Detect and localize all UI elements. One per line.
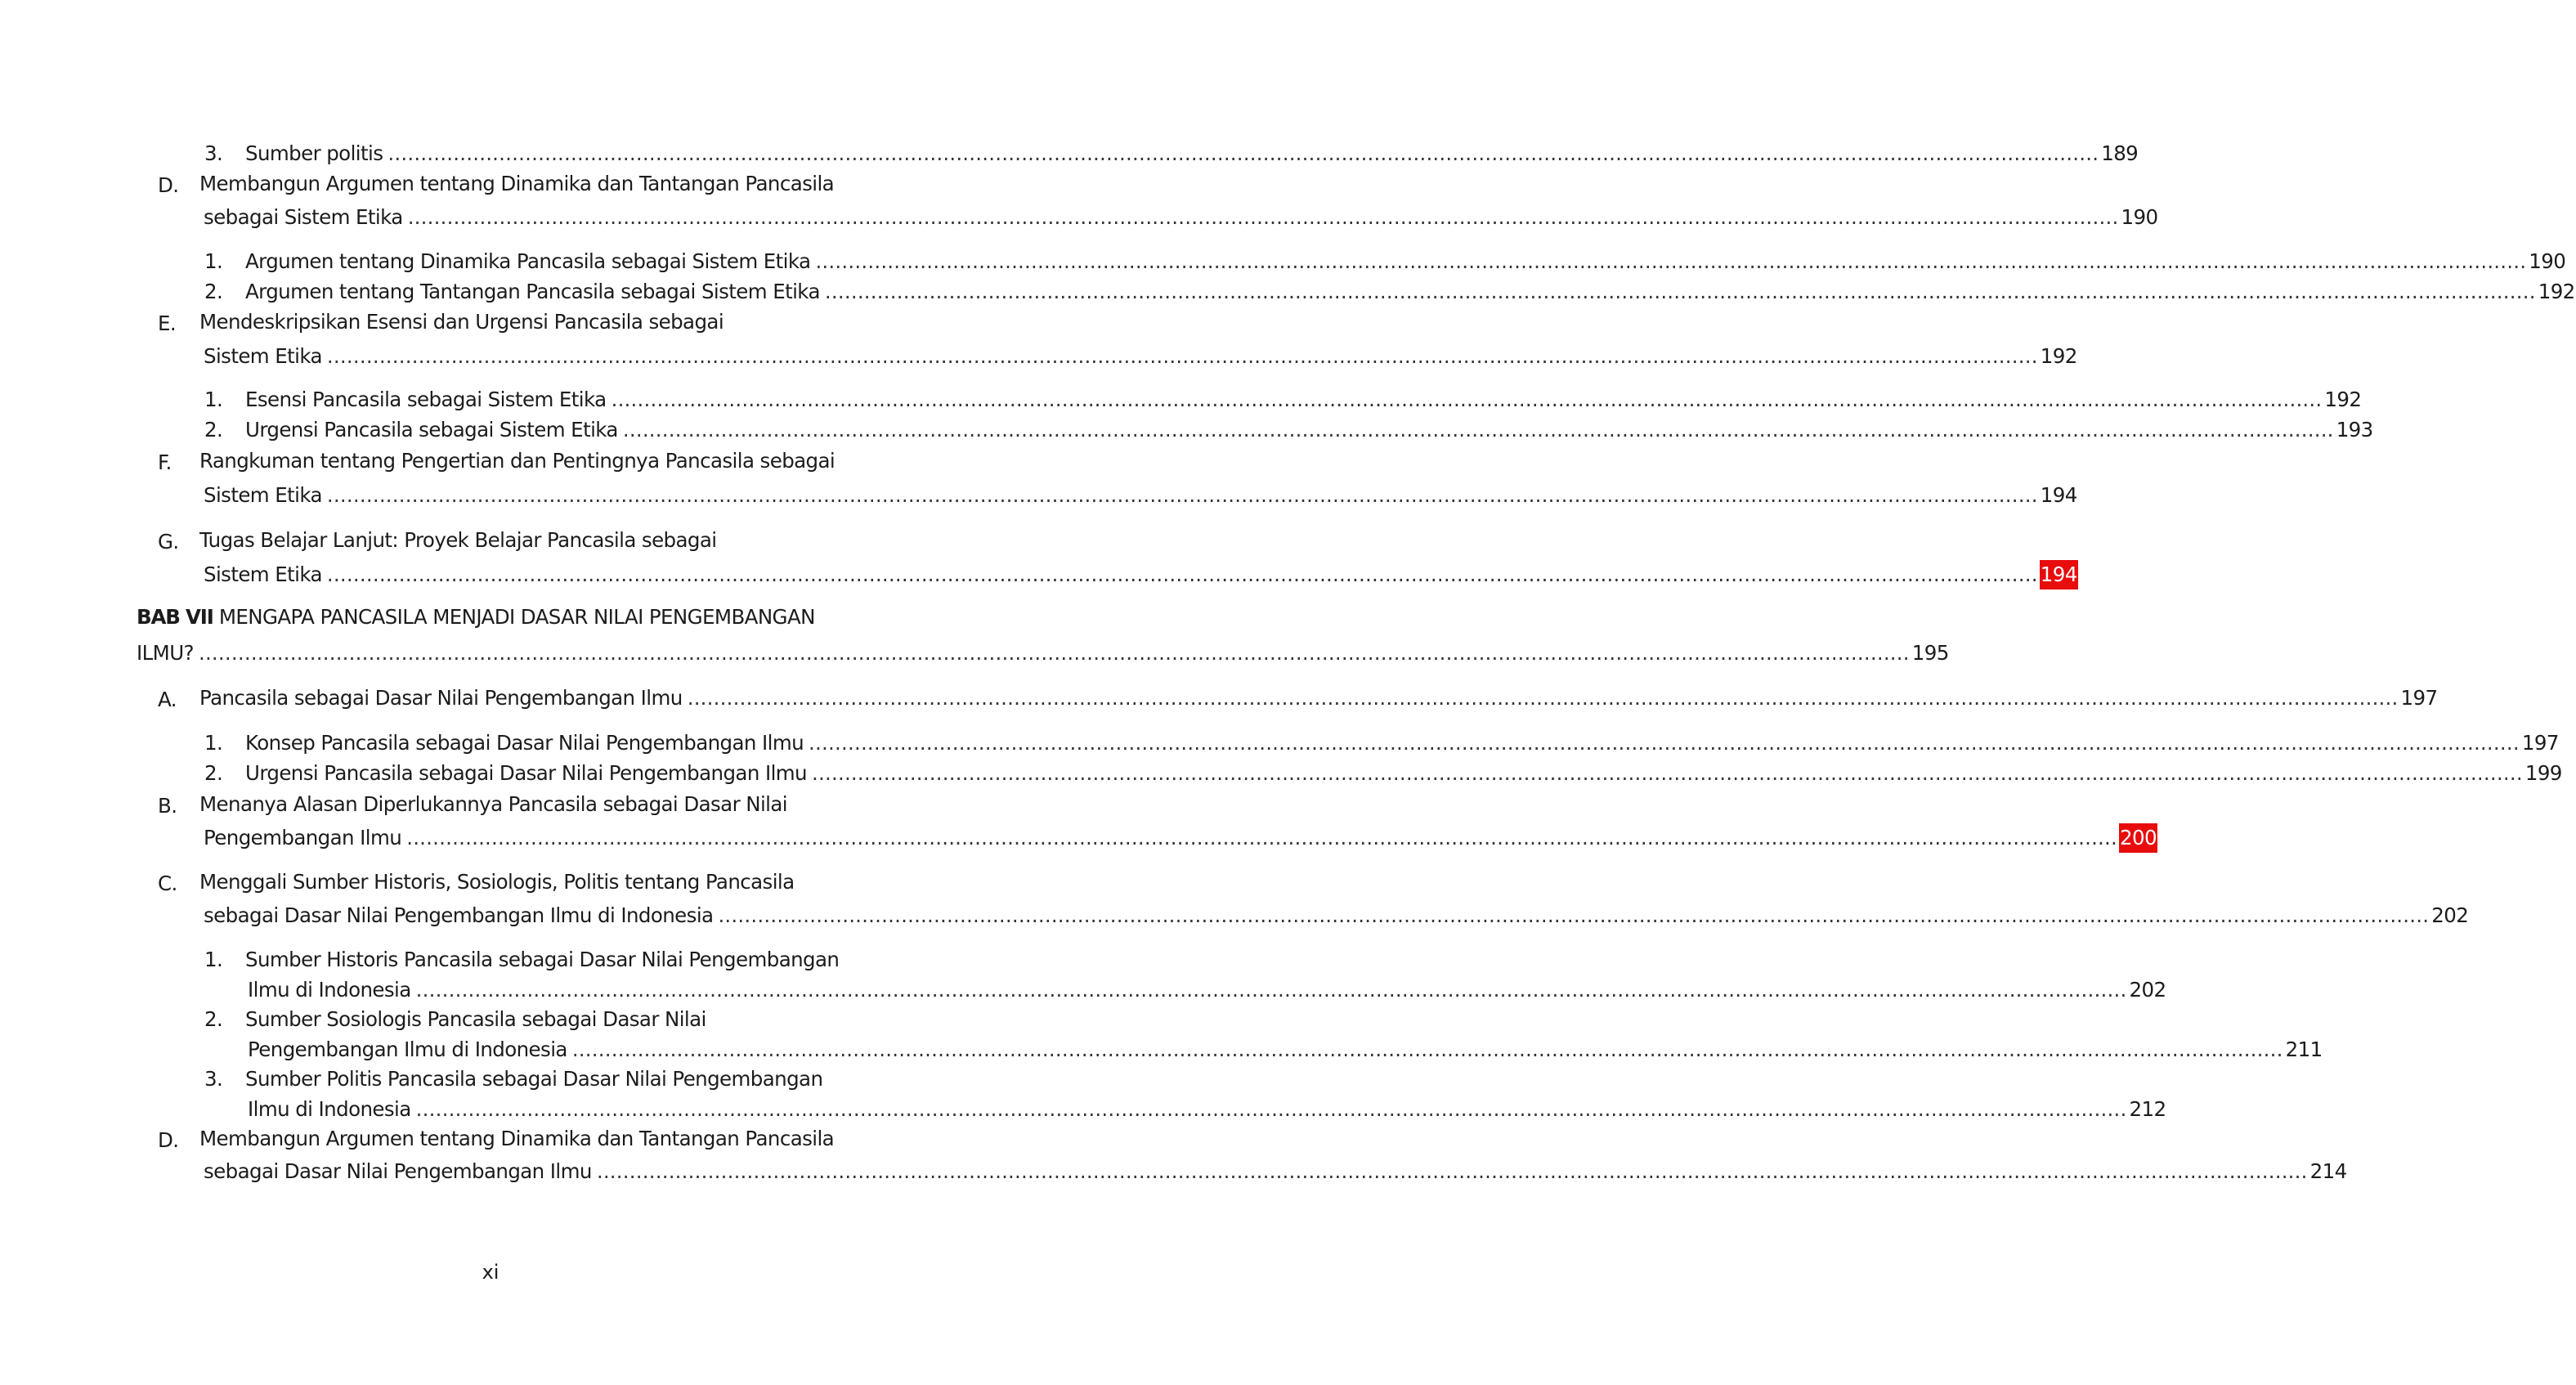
- chapter-label: BAB VII: [137, 605, 213, 629]
- toc-entry-title-line2: Sistem Etika: [204, 344, 322, 368]
- toc-section-letter: C.: [158, 872, 177, 895]
- toc-page-number: 194: [2040, 483, 2077, 507]
- toc-entry[interactable]: [204, 342, 2077, 371]
- chapter-heading-line1: [137, 603, 815, 632]
- toc-entry-title-line1: Sumber Historis Pancasila sebagai Dasar Nilai Pengembangan: [245, 948, 840, 971]
- toc-page-number: 193: [2336, 418, 2373, 441]
- toc-item-number: 2.: [204, 761, 223, 785]
- leader-dots: [623, 415, 2334, 445]
- toc-entry-title-line2: Ilmu di Indonesia: [248, 1097, 411, 1121]
- toc-entry-title-line2: Pengembangan Ilmu: [204, 826, 402, 849]
- toc-entry-title-line1: Menanya Alasan Diperlukannya Pancasila sebagai Dasar Nilai: [199, 792, 788, 816]
- leader-dots: [416, 975, 2127, 1005]
- leader-dots: [416, 1095, 2127, 1124]
- leader-dots: [408, 203, 2119, 232]
- toc-section-letter: F.: [158, 450, 172, 474]
- toc-entry[interactable]: [248, 1095, 2166, 1124]
- toc-entry[interactable]: [245, 385, 2362, 415]
- toc-entry-title-line1: Sumber Politis Pancasila sebagai Dasar Nilai Pengembangan: [245, 1067, 823, 1091]
- leader-dots: [327, 560, 2038, 589]
- toc-entry[interactable]: [204, 560, 2077, 589]
- toc-item-number: 3.: [204, 1067, 223, 1091]
- toc-page-number: 190: [2121, 205, 2158, 229]
- toc-item-number: 2.: [204, 1007, 223, 1031]
- toc-entry[interactable]: [204, 481, 2077, 510]
- toc-page-number-highlighted: 194: [2040, 560, 2078, 589]
- leader-dots: [809, 728, 2520, 758]
- toc-section-letter: B.: [158, 794, 177, 818]
- toc-entry-title-line2: Pengembangan Ilmu di Indonesia: [248, 1038, 567, 1061]
- toc-page-number: 189: [2101, 141, 2139, 165]
- toc-entry[interactable]: [204, 823, 2157, 853]
- toc-page-number: 190: [2529, 249, 2566, 273]
- toc-entry-title: Sumber politis: [245, 141, 383, 165]
- toc-page-number: 192: [2040, 344, 2077, 368]
- toc-page-number: 199: [2524, 761, 2562, 785]
- leader-dots: [812, 759, 2523, 788]
- leader-dots: [825, 277, 2536, 307]
- toc-section-letter: E.: [158, 312, 177, 335]
- toc-entry[interactable]: [204, 901, 2469, 930]
- leader-dots: [406, 823, 2117, 853]
- leader-dots: [327, 342, 2038, 371]
- toc-entry-title: Argumen tentang Tantangan Pancasila sebagai Sistem Etika: [245, 280, 820, 303]
- toc-entry[interactable]: [245, 728, 2559, 758]
- toc-entry[interactable]: [245, 415, 2373, 445]
- toc-entry[interactable]: [199, 684, 2438, 713]
- toc-entry-title-line2: Sistem Etika: [204, 483, 322, 507]
- toc-entry-title-line1: Rangkuman tentang Pengertian dan Pentingnya Pancasila sebagai: [199, 449, 836, 473]
- toc-entry-title-line1: Tugas Belajar Lanjut: Proyek Belajar Pancasila sebagai: [199, 528, 717, 552]
- toc-entry-title-line2: sebagai Dasar Nilai Pengembangan Ilmu di Indonesia: [204, 903, 714, 927]
- toc-entry-title: Urgensi Pancasila sebagai Sistem Etika: [245, 418, 618, 441]
- toc-page-number: 192: [2538, 280, 2575, 303]
- toc-entry-title-line2: sebagai Sistem Etika: [204, 205, 403, 229]
- toc-entry-title: Konsep Pancasila sebagai Dasar Nilai Pengembangan Ilmu: [245, 731, 804, 755]
- toc-entry-title-line2: Ilmu di Indonesia: [248, 978, 411, 1002]
- toc-page-number: 197: [2521, 731, 2559, 755]
- toc-entry[interactable]: [204, 203, 2158, 232]
- toc-entry-title-line2: Sistem Etika: [204, 563, 322, 586]
- toc-section-letter: A.: [158, 688, 177, 711]
- toc-page-number: 214: [2309, 1159, 2347, 1183]
- toc-entry[interactable]: [248, 975, 2166, 1005]
- chapter-title: MENGAPA PANCASILA MENJADI DASAR NILAI PENGEMBANGAN: [218, 605, 815, 629]
- toc-entry-title-line1: Menggali Sumber Historis, Sosiologis, Politis tentang Pancasila: [199, 870, 795, 894]
- toc-item-number: 2.: [204, 280, 223, 303]
- toc-entry[interactable]: [245, 139, 2139, 168]
- toc-page-number: 202: [2129, 978, 2166, 1002]
- leader-dots: [327, 481, 2038, 510]
- toc-page-number: 192: [2324, 388, 2362, 411]
- toc-entry-title: Argumen tentang Dinamika Pancasila sebagai Sistem Etika: [245, 249, 811, 273]
- leader-dots: [815, 247, 2526, 276]
- toc-entry[interactable]: [204, 1157, 2347, 1186]
- toc-entry[interactable]: [245, 277, 2575, 307]
- leader-dots: [199, 639, 1910, 668]
- toc-page-number-highlighted: 200: [2119, 823, 2157, 853]
- toc-entry-title: Urgensi Pancasila sebagai Dasar Nilai Pengembangan Ilmu: [245, 761, 807, 785]
- chapter-title-line2: ILMU?: [137, 641, 194, 665]
- page-footer-number: xi: [482, 1261, 500, 1284]
- toc-section-letter: D.: [158, 1128, 179, 1152]
- toc-section-letter: G.: [158, 530, 179, 554]
- toc-entry[interactable]: [248, 1035, 2323, 1065]
- toc-item-number: 3.: [204, 141, 223, 165]
- leader-dots: [688, 684, 2399, 713]
- toc-page-number: 195: [1911, 641, 1949, 665]
- toc-section-letter: D.: [158, 173, 179, 197]
- leader-dots: [612, 385, 2323, 415]
- toc-item-number: 1.: [204, 388, 223, 411]
- toc-entry-title: Pancasila sebagai Dasar Nilai Pengembangan Ilmu: [199, 686, 683, 710]
- toc-item-number: 1.: [204, 948, 223, 971]
- toc-page-number: 197: [2400, 686, 2438, 710]
- toc-page-number: 212: [2129, 1097, 2166, 1121]
- toc-entry[interactable]: [245, 247, 2566, 276]
- toc-entry-title-line1: Sumber Sosiologis Pancasila sebagai Dasar Nilai: [245, 1007, 706, 1031]
- leader-dots: [388, 139, 2099, 168]
- leader-dots: [597, 1157, 2308, 1186]
- toc-entry-title-line1: Membangun Argumen tentang Dinamika dan Tantangan Pancasila: [199, 172, 835, 195]
- toc-entry-title-line2: sebagai Dasar Nilai Pengembangan Ilmu: [204, 1159, 592, 1183]
- toc-entry-title: Esensi Pancasila sebagai Sistem Etika: [245, 388, 607, 411]
- toc-page-number: 211: [2285, 1038, 2323, 1061]
- toc-entry[interactable]: [245, 759, 2562, 788]
- leader-dots: [572, 1035, 2283, 1065]
- toc-item-number: 1.: [204, 249, 223, 273]
- toc-entry-title-line1: Membangun Argumen tentang Dinamika dan Tantangan Pancasila: [199, 1127, 835, 1150]
- leader-dots: [718, 901, 2429, 930]
- toc-chapter-entry[interactable]: [137, 639, 1949, 668]
- toc-item-number: 2.: [204, 418, 223, 441]
- toc-page-number: 202: [2431, 903, 2469, 927]
- toc-entry-title-line1: Mendeskripsikan Esensi dan Urgensi Pancasila sebagai: [199, 310, 724, 334]
- toc-item-number: 1.: [204, 731, 223, 755]
